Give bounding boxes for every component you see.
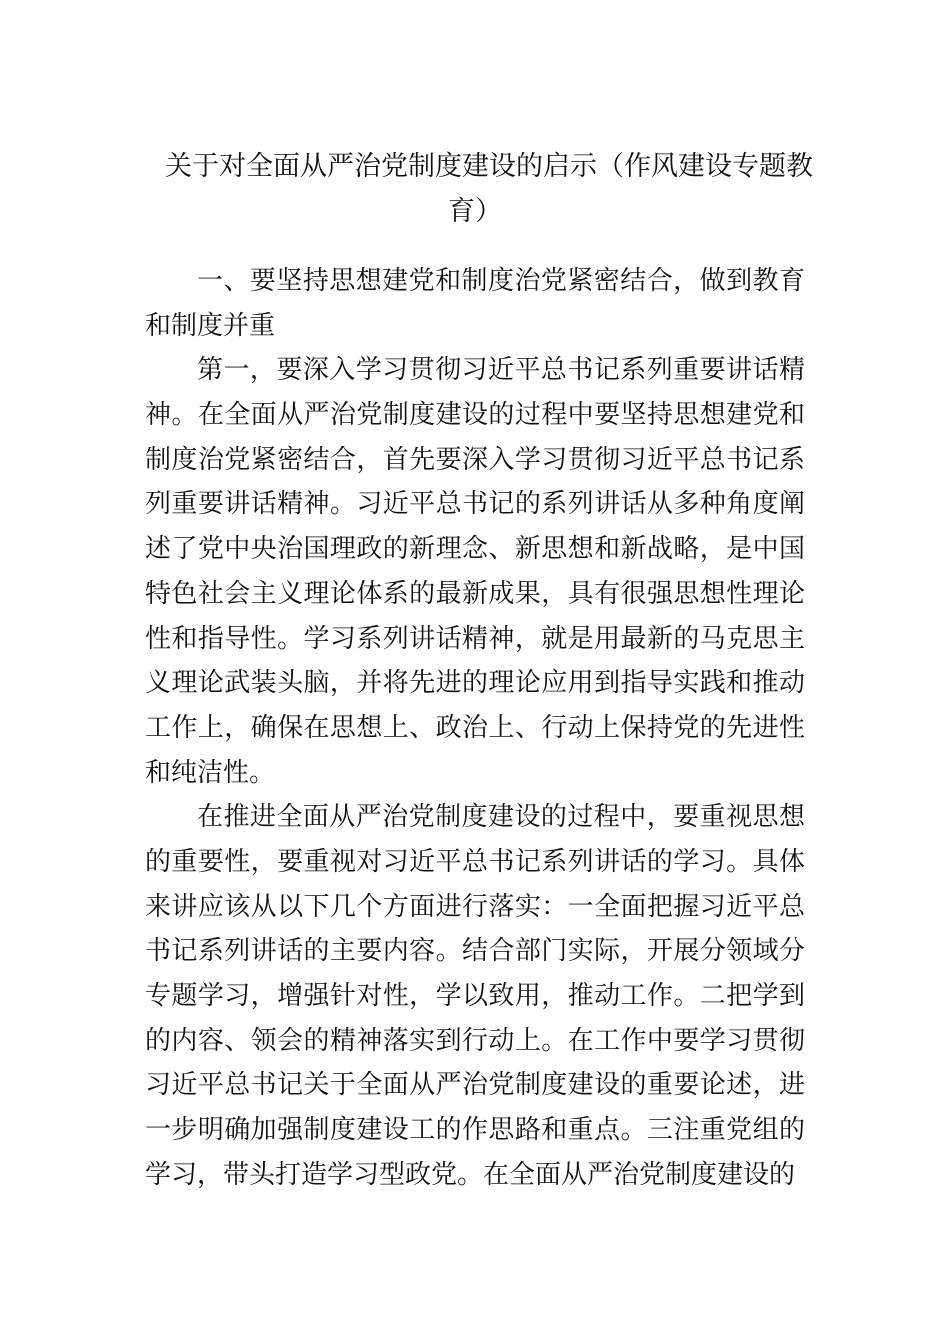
paragraph-line: 工作上，确保在思想上、政治上、行动上保持党的先进性 — [145, 712, 805, 743]
paragraph-line: 制度治党紧密结合，首先要深入学习贯彻习近平总书记系 — [145, 444, 805, 475]
paragraph-line: 列重要讲话精神。习近平总书记的系列讲话从多种角度阐 — [145, 489, 805, 520]
document-title — [165, 145, 813, 234]
paragraph-line: 的重要性，要重视对习近平总书记系列讲话的学习。具体 — [145, 846, 805, 877]
paragraph-line: 特色社会主义理论体系的最新成果，具有很强思想性理论 — [145, 578, 805, 609]
paragraph-line: 义理论武装头脑，并将先进的理论应用到指导实践和推动 — [145, 668, 805, 699]
paragraph-line: 神。在全面从严治党制度建设的过程中要坚持思想建党和 — [145, 400, 805, 431]
paragraph-line: 在推进全面从严治党制度建设的过程中，要重视思想 — [197, 802, 805, 833]
section-heading-line: 一、要坚持思想建党和制度治党紧密结合，做到教育 — [197, 266, 805, 296]
paragraph-line: 述了党中央治国理政的新理念、新思想和新战略，是中国 — [145, 534, 805, 565]
section-heading-line: 和制度并重 — [145, 310, 276, 341]
paragraph-line: 学习，带头打造学习型政党。在全面从严治党制度建设的 — [145, 1159, 796, 1190]
document-body — [145, 259, 805, 1197]
paragraph-line: 专题学习，增强针对性，学以致用，推动工作。二把学到 — [145, 981, 805, 1011]
paragraph-line: 的内容、领会的精神落实到行动上。在工作中要学习贯彻 — [145, 1025, 805, 1056]
paragraph-line: 性和指导性。学习系列讲话精神，就是用最新的马克思主 — [145, 623, 805, 654]
title-line: 育） — [448, 195, 502, 227]
paragraph-line: 第一，要深入学习贯彻习近平总书记系列重要讲话精 — [197, 355, 805, 386]
paragraph-line: 一步明确加强制度建设工的作思路和重点。三注重党组的 — [145, 1115, 805, 1146]
paragraph-line: 和纯洁性。 — [145, 757, 276, 788]
paragraph-line: 书记系列讲话的主要内容。结合部门实际，开展分领域分 — [145, 936, 805, 967]
paragraph-line: 来讲应该从以下几个方面进行落实：一全面把握习近平总 — [145, 891, 805, 922]
title-line: 关于对全面从严治党制度建设的启示（作风建设专题教 — [165, 151, 813, 182]
paragraph-line: 习近平总书记关于全面从严治党制度建设的重要论述，进 — [145, 1070, 805, 1101]
